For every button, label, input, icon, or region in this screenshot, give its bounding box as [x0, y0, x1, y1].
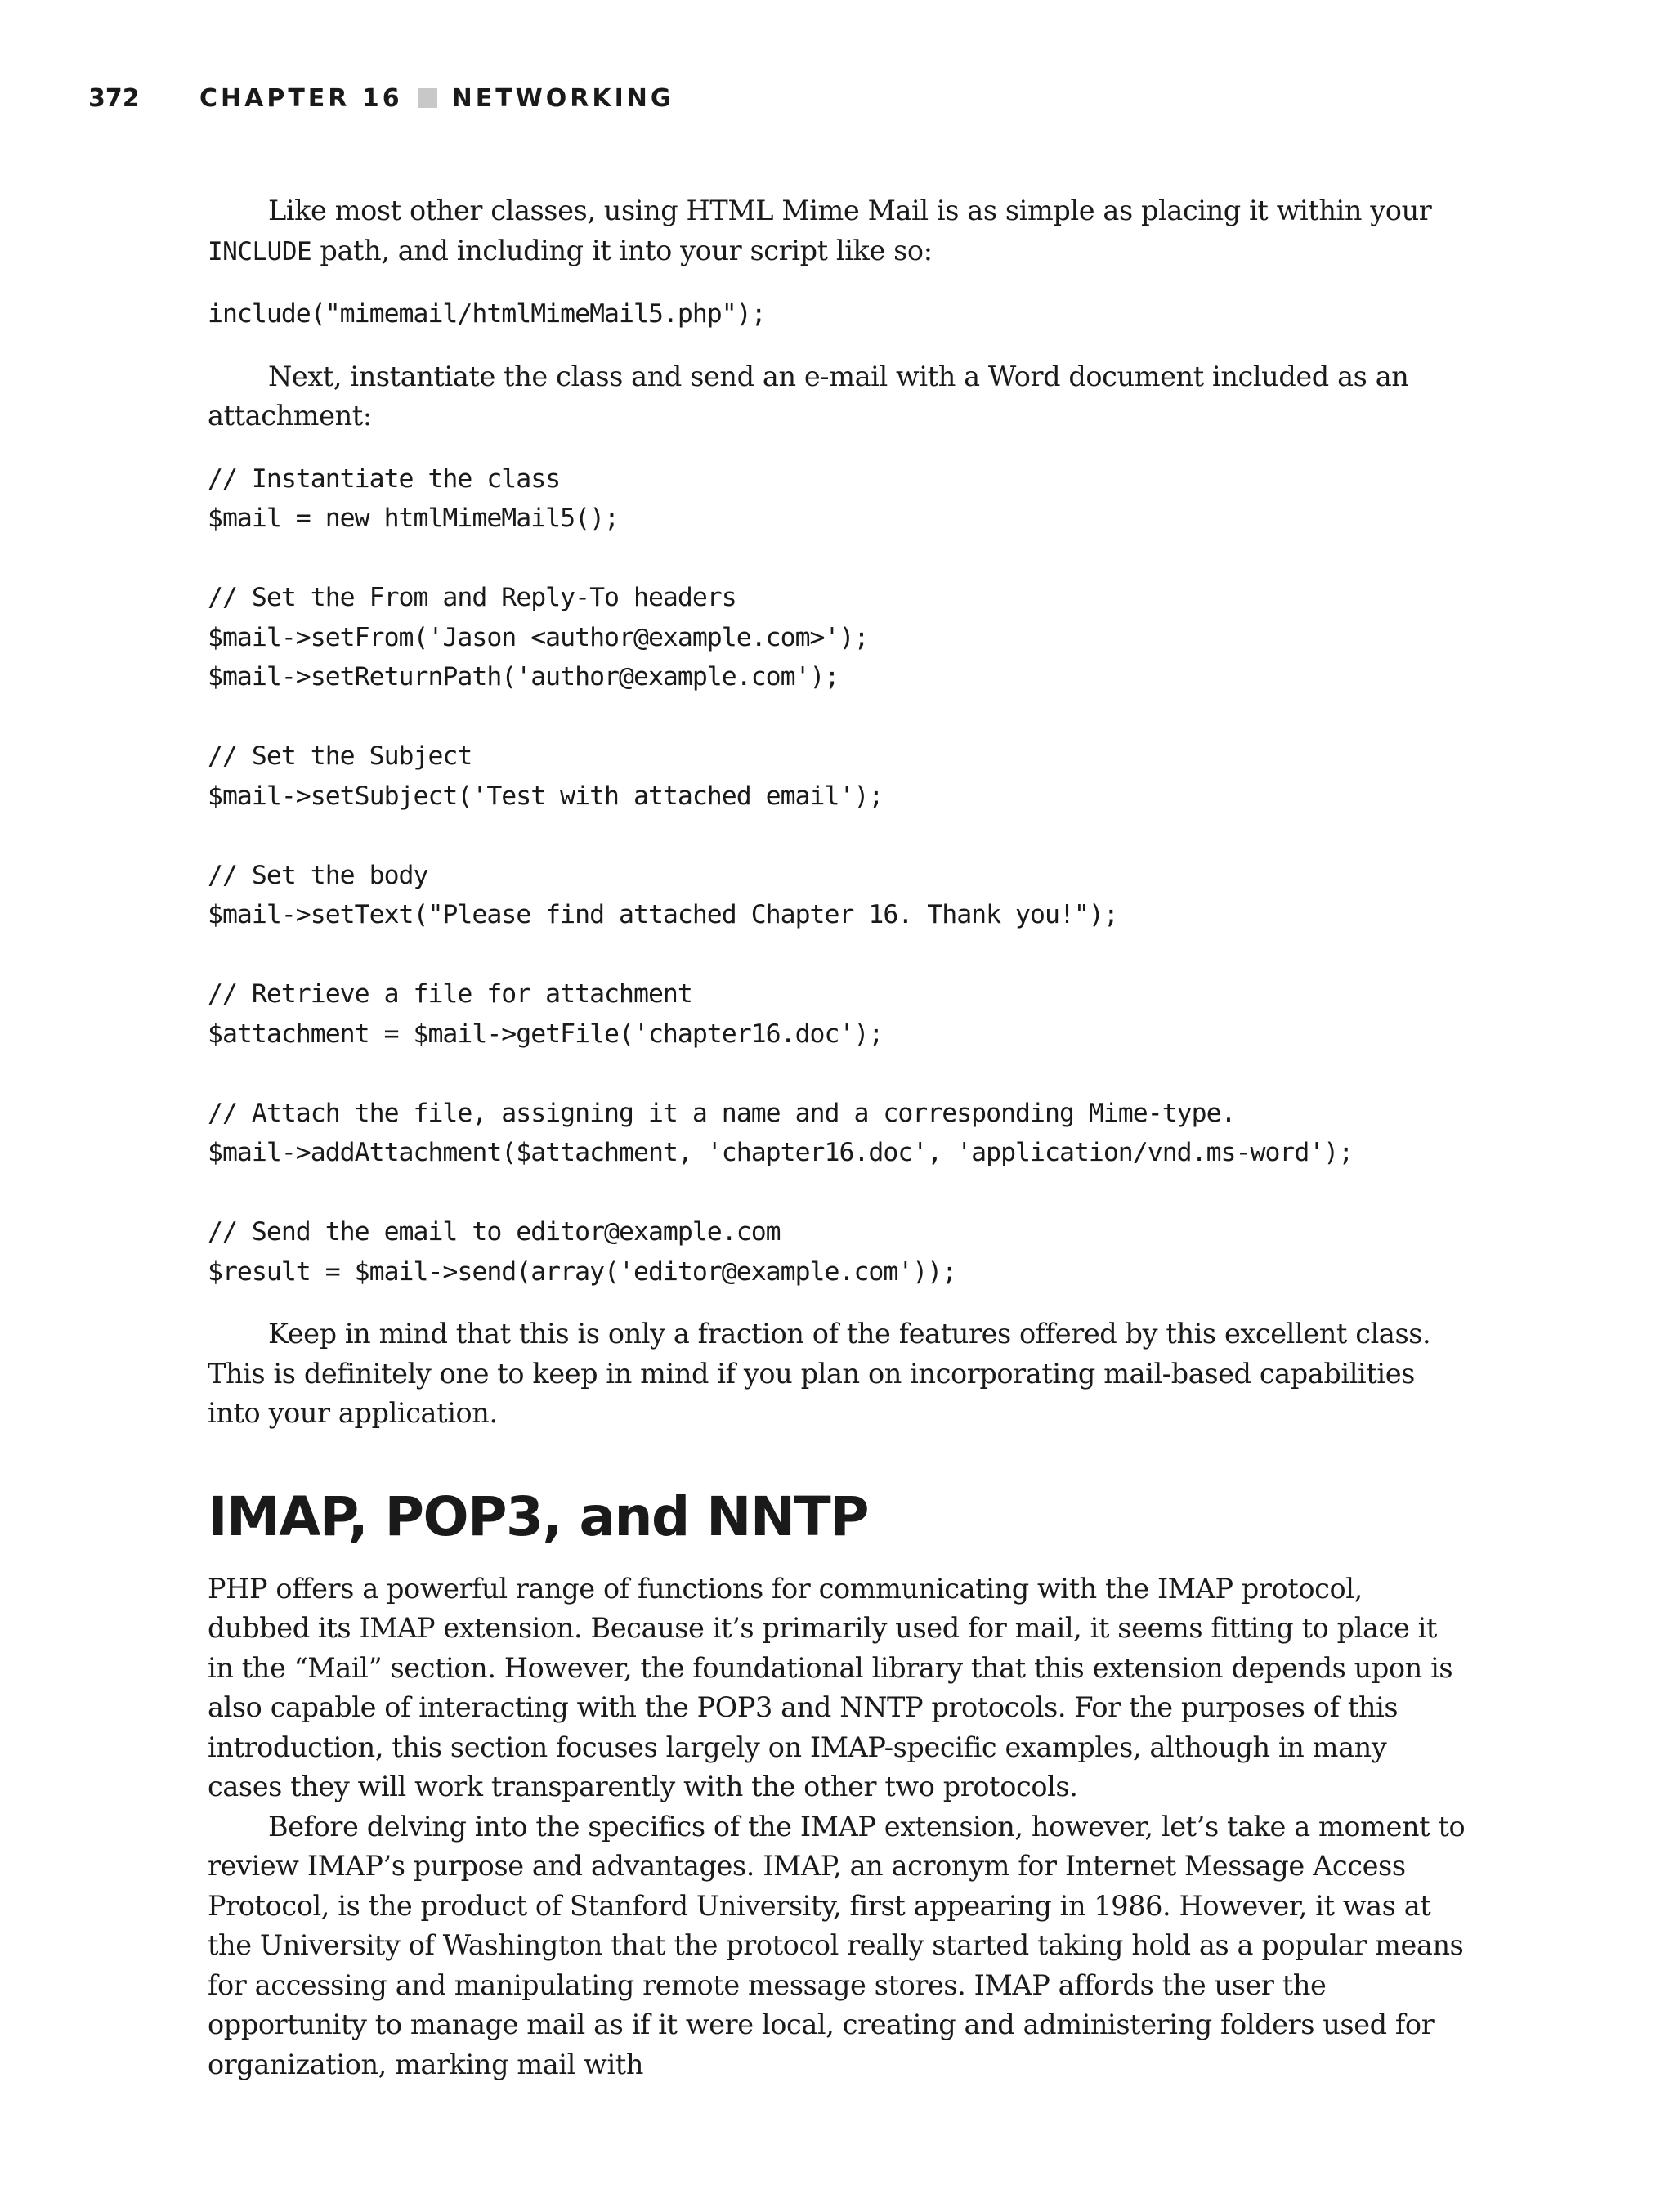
code-line [208, 1054, 1466, 1094]
code-line [208, 935, 1466, 975]
code-line: $mail->setFrom('Jason <author@example.com>'); [208, 622, 869, 652]
include-code: include("mimemail/htmlMimeMail5.php"); [208, 299, 766, 329]
code-line [208, 1173, 1466, 1213]
chapter-label: CHAPTER 16 [199, 83, 403, 113]
code-line [208, 816, 1466, 856]
page-body [208, 191, 1466, 2084]
code-line [208, 697, 1466, 737]
intro-paragraph-1-text-start: Like most other classes, using HTML Mime Mail is as simple as placing it within your [268, 195, 1432, 226]
code-line [208, 539, 1466, 579]
closing-paragraph: Keep in mind that this is only a fraction of the features offered by this excellent class. This is definitely one to keep in mind if you plan on incorporating mail-based capabilities into your application. [208, 1318, 1431, 1429]
intro-paragraph-1-text-end: path, and including it into your script like so: [311, 234, 933, 266]
code-line: // Set the Subject [208, 741, 472, 771]
code-line: $mail = new htmlMimeMail5(); [208, 504, 620, 533]
intro-paragraph-1 [208, 191, 1466, 271]
code-line: // Instantiate the class [208, 463, 561, 494]
header-separator-square [418, 88, 437, 108]
section-heading: IMAP, POP3, and NNTP [208, 1484, 869, 1548]
page-number: 372 [88, 83, 140, 113]
code-line: $mail->setReturnPath('author@example.com'); [208, 662, 839, 692]
section-label: NETWORKING [451, 83, 674, 113]
intro-paragraph-2: Next, instantiate the class and send an e-mail with a Word document included as an attachment: [208, 360, 1409, 432]
include-inline-code: INCLUDE [208, 236, 312, 266]
code-line: // Set the body [208, 860, 428, 890]
code-line: // Attach the file, assigning it a name and a corresponding Mime-type. [208, 1098, 1236, 1128]
code-line: // Retrieve a file for attachment [208, 979, 692, 1009]
section-paragraph-1: PHP offers a powerful range of functions for communicating with the IMAP protocol, dubbed its IMAP extension. Because it’s primarily used for mail, it seems fitting to place it in the “Mail” section. However, the foundational library that this extension depends upon is also capable of interacting with the POP3 and NNTP protocols. For the purposes of this introduction, this section focuses largely on IMAP-specific examples, although in many cases they will work transparently with the other two protocols. [208, 1572, 1453, 1802]
code-line: $attachment = $mail->getFile('chapter16.doc'); [208, 1019, 884, 1049]
running-header [88, 82, 674, 114]
code-line: $mail->setText("Please find attached Chapter 16. Thank you!"); [208, 900, 1118, 929]
code-line: $mail->addAttachment($attachment, 'chapter16.doc', 'application/vnd.ms-word'); [208, 1138, 1354, 1167]
code-line: $result = $mail->send(array('editor@example.com')); [208, 1256, 957, 1287]
code-line: // Send the email to editor@example.com [208, 1217, 781, 1247]
section-paragraph-2: Before delving into the specifics of the IMAP extension, however, let’s take a moment to review IMAP’s purpose and advantages. IMAP, an acronym for Internet Message Access Protocol, is the product of Stanford University, first appearing in 1986. However, it was at the University of Washington that the protocol really started taking hold as a popular means for accessing and manipulating remote message stores. IMAP affords the user the opportunity to manage mail as if it were local, creating and administering folders used for organization, marking mail with [208, 1810, 1466, 2080]
code-listing [208, 459, 1466, 1292]
code-line: // Set the From and Reply-To headers [208, 583, 736, 612]
code-line: $mail->setSubject('Test with attached email'); [208, 781, 884, 811]
